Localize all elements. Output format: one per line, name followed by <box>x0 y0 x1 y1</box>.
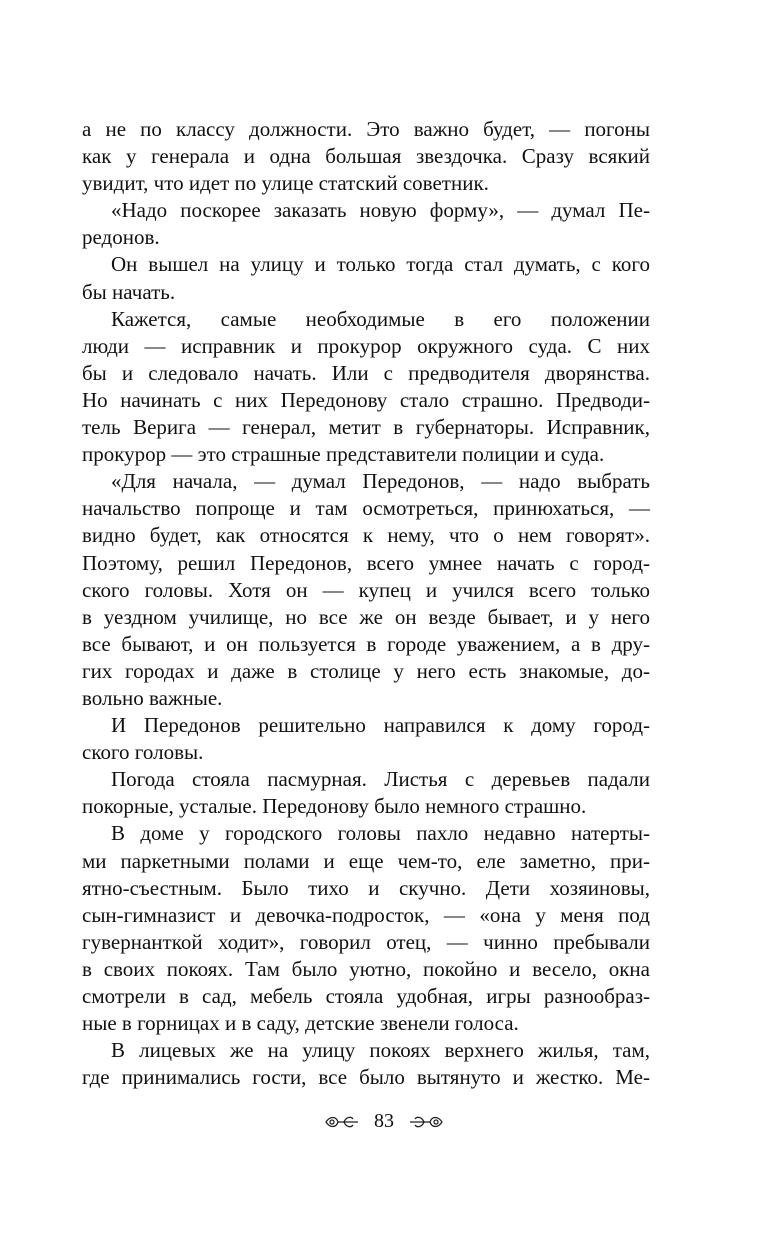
text-line: Погода стояла пасмурная. Листья с деревьев падали <box>111 767 650 792</box>
text-line: ского головы. Хотя он — купец и учился всего только <box>82 577 650 602</box>
text-line: в уездном училище, но все же он везде бывает, и у него <box>82 604 650 629</box>
text-line: увидит, что идет по улице статский советник. <box>82 171 489 196</box>
ornament-right-icon <box>408 1112 444 1132</box>
text-line: покорные, усталые. Передонову было немного страшно. <box>82 794 587 819</box>
page-number: 83 <box>374 1110 394 1132</box>
text-line: где принимались гости, все было вытянуто и жестко. Ме- <box>82 1065 650 1090</box>
text-line: люди — исправник и прокурор окружного суда. С них <box>82 333 650 358</box>
text-line: сын-гимназист и девочка-подросток, — «она у меня под <box>82 902 650 927</box>
text-line: тель Верига — генерал, метит в губернаторы. Исправник, <box>82 415 650 440</box>
text-line: как у генерала и одна большая звездочка. Сразу всякий <box>82 144 650 169</box>
text-line: бы начать. <box>82 279 176 304</box>
text-line: Но начинать с них Передонову стало страшно. Предводи- <box>82 387 650 412</box>
text-line: В лицевых же на улицу покоях верхнего жилья, там, <box>111 1038 650 1063</box>
text-line: все бывают, и он пользуется в городе уважением, а в дру- <box>82 631 650 656</box>
text-line: видно будет, как относятся к нему, что о нем говорят». <box>82 523 650 548</box>
text-line: а не по классу должности. Это важно будет, — погоны <box>82 117 650 141</box>
text-line: вольно важные. <box>82 685 223 710</box>
page-body <box>82 116 650 1091</box>
text-line: прокурор — это страшные представители полиции и суда. <box>82 442 605 467</box>
text-line: ятно-съестным. Было тихо и скучно. Дети хозяиновы, <box>82 875 650 900</box>
text-line: И Передонов решительно направился к дому город- <box>111 713 650 738</box>
text-line: ского головы. <box>82 740 204 765</box>
text-line: «Для начала, — думал Передонов, — надо выбрать <box>111 469 650 494</box>
text-line: редонов. <box>82 225 160 250</box>
text-line: ми паркетными полами и еще чем-то, еле заметно, при- <box>82 848 650 873</box>
text-line: гих городах и даже в столице у него есть знакомые, до- <box>82 658 650 683</box>
text-line: гувернанткой ходит», говорил отец, — чинно пребывали <box>82 929 650 954</box>
text-line: Поэтому, решил Передонов, всего умнее начать с город- <box>82 550 650 575</box>
text-line: в своих покоях. Там было уютно, покойно и весело, окна <box>82 956 650 981</box>
text-line: Кажется, самые необходимые в его положении <box>111 306 650 331</box>
ornament-left-icon <box>324 1112 360 1132</box>
text-line: смотрели в сад, мебель стояла удобная, игры разнообраз- <box>82 984 650 1008</box>
text-line: «Надо поскорее заказать новую форму», — думал Пе- <box>111 198 650 223</box>
text-line: бы и следовало начать. Или с предводителя дворянства. <box>82 360 650 385</box>
page-footer <box>0 1110 768 1133</box>
text-line: ные в горницах и в саду, детские звенели голоса. <box>82 1011 519 1036</box>
text-line: В доме у городского головы пахло недавно натерты- <box>111 821 650 846</box>
text-line: начальство попроще и там осмотреться, принюхаться, — <box>82 496 650 521</box>
text-line: Он вышел на улицу и только тогда стал думать, с кого <box>111 252 650 277</box>
